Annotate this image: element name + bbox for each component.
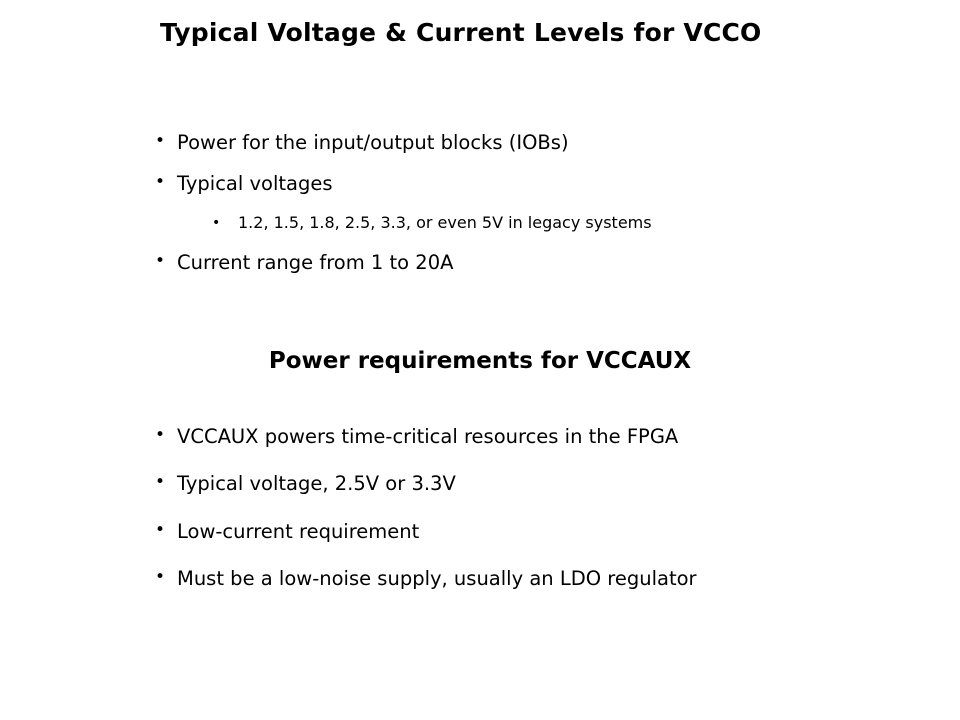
list-item [155, 471, 915, 496]
list-item-text: Current range from 1 to 20A [177, 250, 454, 274]
section-heading-vccaux: Power requirements for VCCAUX [268, 348, 692, 374]
list-item [155, 424, 915, 449]
bullet-icon: • [155, 425, 166, 445]
list-item-sub [155, 213, 915, 234]
list-item [155, 566, 915, 591]
list-item-text: 1.2, 1.5, 1.8, 2.5, 3.3, or even 5V in legacy systems [238, 212, 652, 232]
bullet-icon: • [155, 519, 166, 540]
bullet-icon: • [155, 250, 166, 271]
list-item-text: Typical voltages [177, 172, 333, 196]
bullet-icon: • [212, 214, 221, 231]
list-item [155, 250, 915, 275]
list-item-text: VCCAUX powers time-critical resources in the FPGA [177, 425, 679, 448]
slide-title: Typical Voltage & Current Levels for VCCO [160, 18, 762, 47]
list-item [155, 519, 915, 544]
list-item-text: Power for the input/output blocks (IOBs) [177, 131, 569, 154]
list-item [155, 171, 915, 196]
list-item [155, 130, 915, 155]
bullet-icon: • [155, 172, 166, 193]
list-item-text: Typical voltage, 2.5V or 3.3V [177, 472, 456, 496]
bullet-list-vccaux [155, 424, 915, 613]
bullet-icon: • [155, 131, 166, 151]
bullet-icon: • [155, 567, 166, 588]
bullet-list-vcco [155, 130, 915, 291]
bullet-icon: • [155, 472, 166, 493]
list-item-text: Low-current requirement [177, 519, 420, 543]
list-item-text: Must be a low-noise supply, usually an LDO regulator [177, 567, 697, 591]
